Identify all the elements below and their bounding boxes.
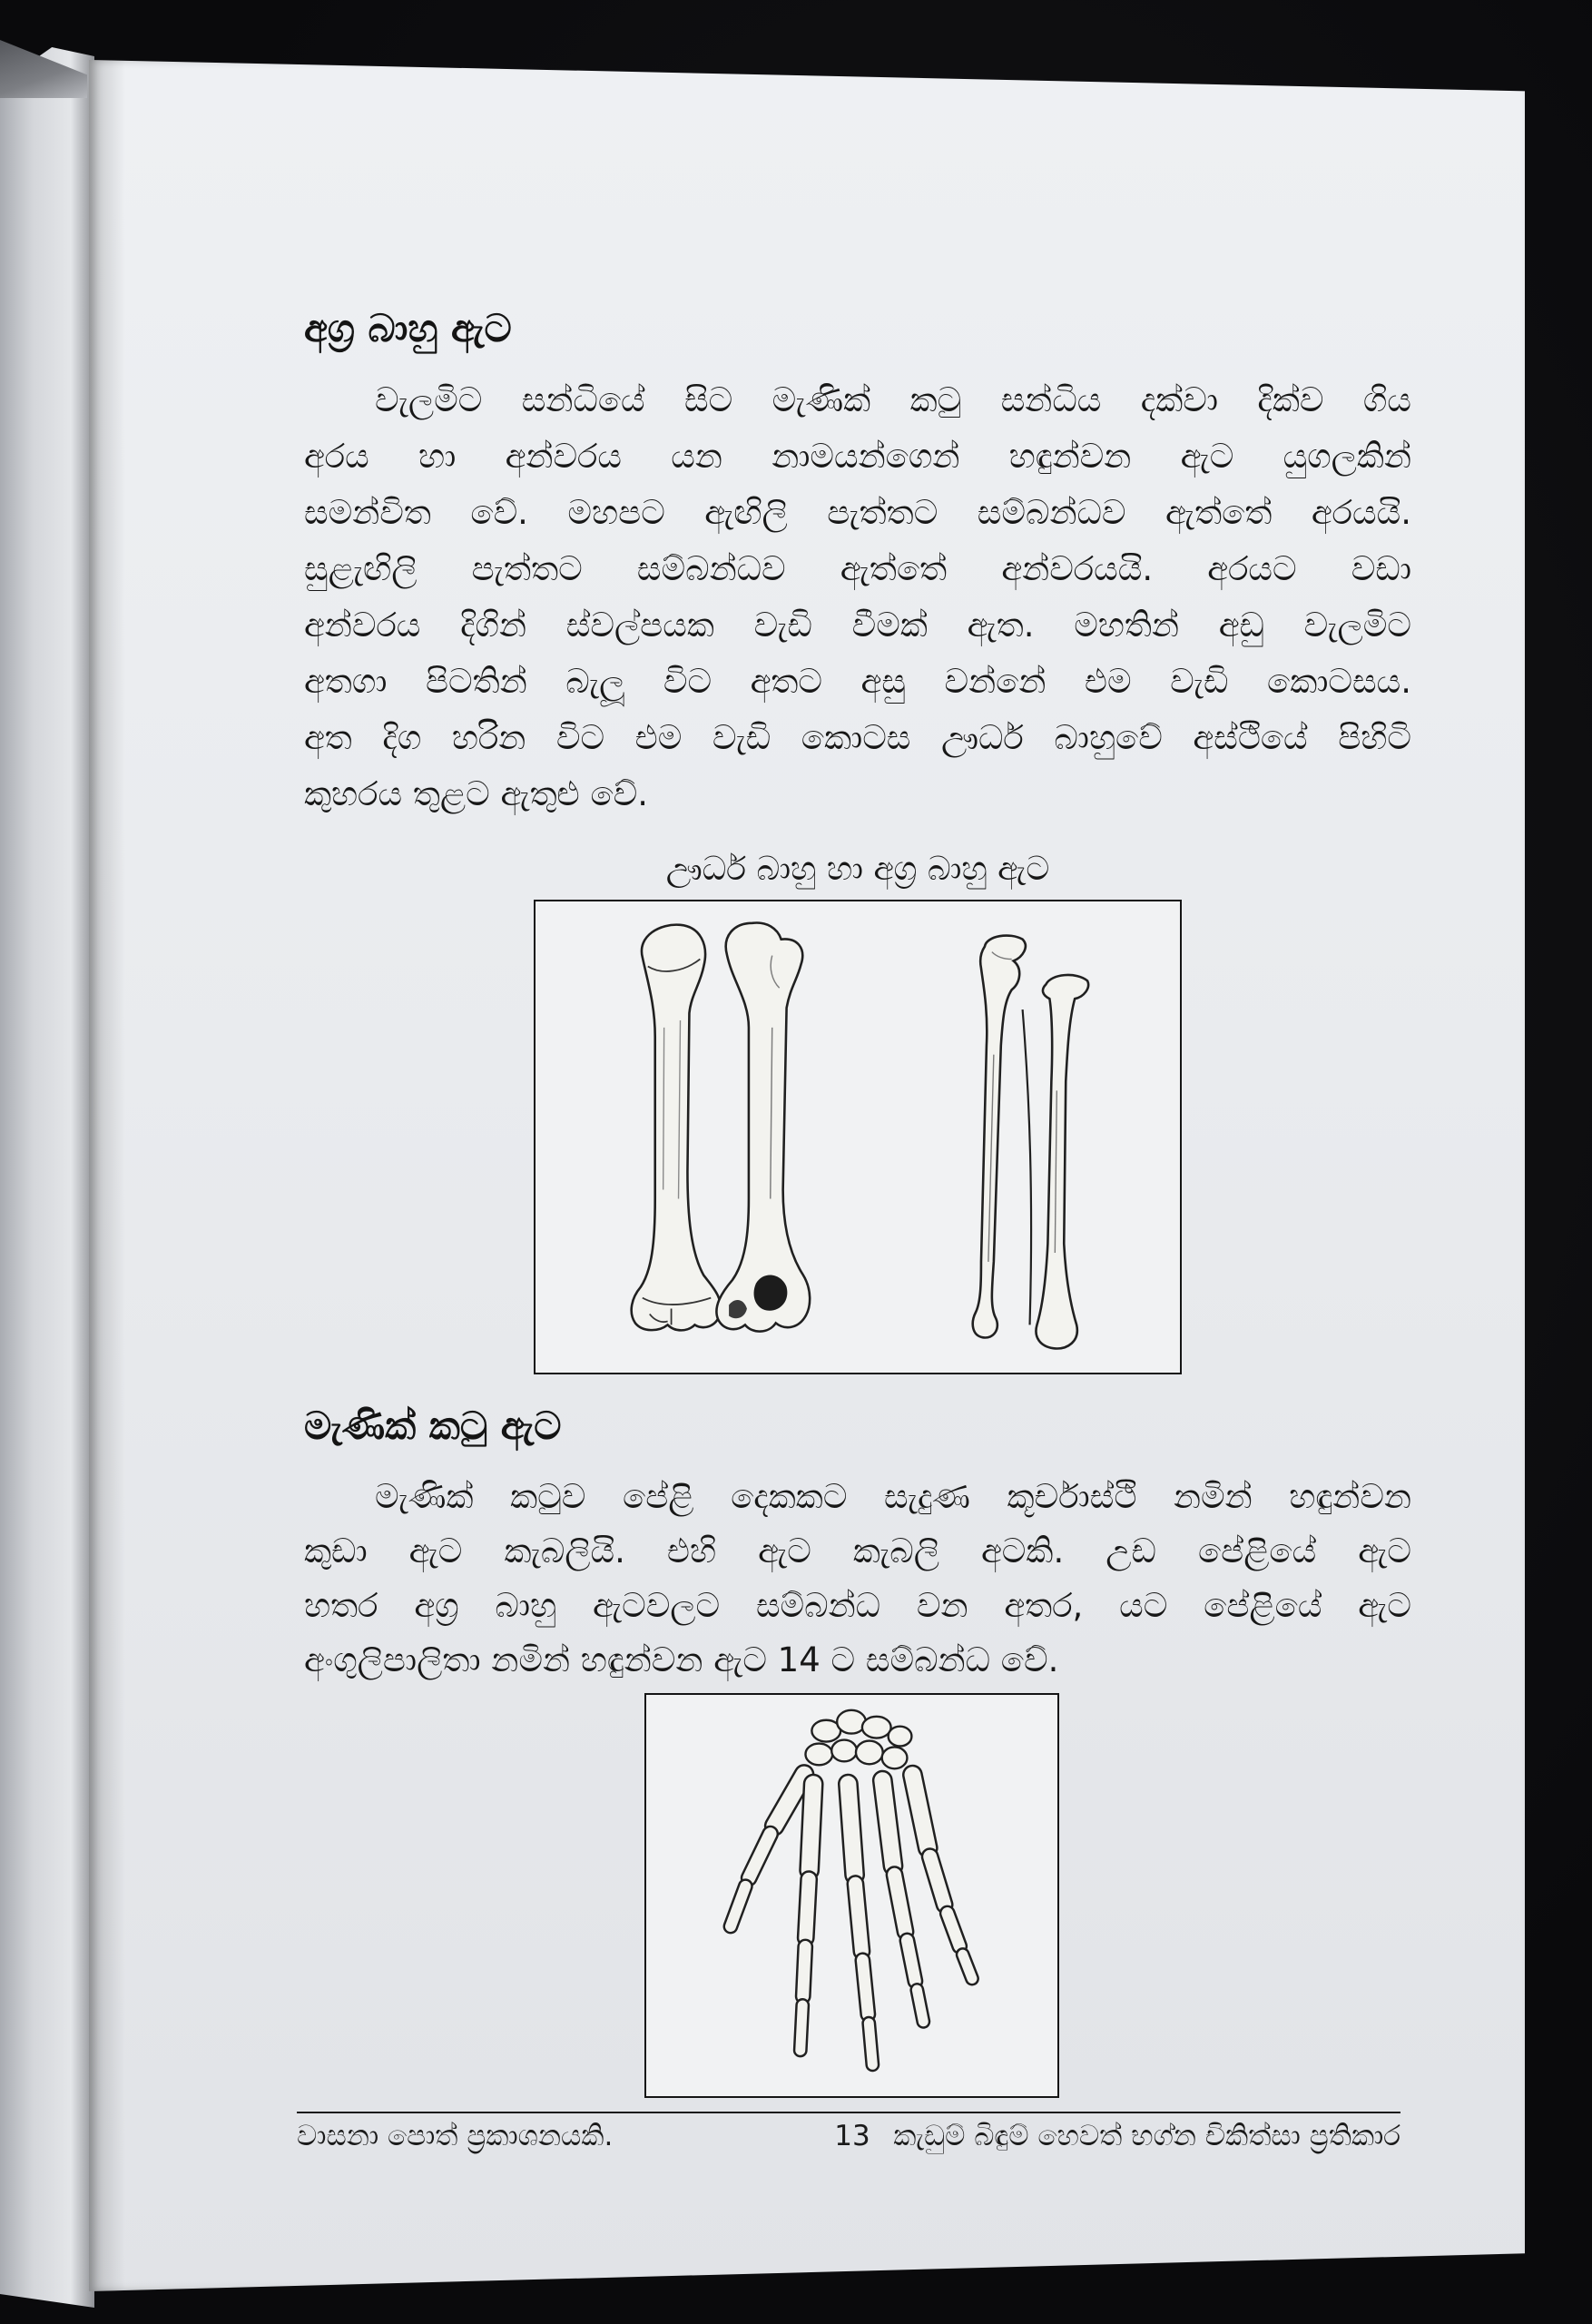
- middle-phalanx-1-fill: [848, 1784, 854, 1875]
- footer-publisher: වාසනා පොත් ප්‍රකාශනයකි.: [297, 2120, 614, 2152]
- paragraph-line: හතර අග්‍ර බාහු ඇටවලට සම්බන්ධ වන අතර, යට පේළියේ ඇට: [304, 1586, 1411, 1625]
- paragraph-line: අත දිග හරින විට එම වැඩි කොටස ඌර්ධ බාහුවේ අස්ථියේ පිහිටි: [304, 718, 1411, 757]
- facing-page-curl: [0, 47, 94, 2317]
- ring-phalanx-1-fill: [882, 1780, 893, 1866]
- hand-skeleton-illustration: [646, 1695, 1057, 2096]
- paragraph-line: සමන්විත වේ. මහපට ඇඟිලි පැත්තට සම්බන්ධව ඇත්තේ අරයයි.: [304, 493, 1411, 532]
- index-finger-bones: [801, 1784, 813, 2050]
- figure-arm-bones: [534, 900, 1182, 1374]
- carpal-bones: [805, 1710, 911, 1768]
- ring-phalanx-4-fill: [917, 1990, 923, 2022]
- middle-finger-bones: [848, 1784, 872, 2064]
- ring-phalanx-3-fill: [907, 1940, 915, 1981]
- humerus-back-outline: [716, 923, 810, 1332]
- little-phalanx-2-fill: [930, 1856, 945, 1905]
- paragraph-line: වැලමිට සන්ධියේ සිට මැණික් කටු සන්ධිය දක්වා දික්ව ගිය: [375, 380, 1411, 419]
- humerus-back-illustration: [716, 923, 810, 1332]
- paragraph-line: අරය හා අන්වරය යන නාමයන්ගෙන් හඳුන්වන ඇට යුගලකින්: [304, 437, 1411, 476]
- thumb-finger-bones: [731, 1775, 804, 1926]
- paragraph-line: සුළැඟිලි පැත්තට සම්බන්ධව ඇත්තේ අන්වරයයි. අරයට වඩා: [304, 549, 1411, 588]
- index-phalanx-4-fill: [801, 2005, 802, 2051]
- binding-shadow: [89, 60, 125, 2291]
- paragraph-line: අතගා පිටතින් බැලූ විට අතට අසු වන්නේ එම වැඩි කොටසය.: [304, 662, 1411, 701]
- little-phalanx-1-fill: [912, 1775, 928, 1847]
- paragraph-line: කුඩා ඇට කැබලියි. එහි ඇට කැබලි අටකි. උඩ පේළියේ ඇට: [304, 1531, 1411, 1571]
- arm-bones-illustration: [536, 901, 1180, 1373]
- footer-rule: [297, 2112, 1400, 2113]
- carpal-bone: [882, 1747, 908, 1768]
- paragraph-line: අංගුලිපාලිතා නමින් හඳුන්වන ඇට 14 ට සම්බන්ධ වේ.: [304, 1640, 1059, 1679]
- paragraph-forearm-bones: [304, 372, 1411, 822]
- middle-phalanx-3-fill: [862, 1960, 868, 2014]
- interosseous-edge: [1023, 1009, 1031, 1324]
- carpal-bone: [889, 1727, 912, 1747]
- little-finger-bones: [912, 1775, 972, 1978]
- paragraph-line: අන්වරය දිගින් ස්වල්පයක වැඩි වීමක් ඇත. මහතින් අඩු වැලමිට: [304, 606, 1411, 645]
- index-phalanx-2-fill: [806, 1879, 809, 1937]
- footer-book-title: කැඩුම් බිඳුම් හෙවත් භග්න චිකිත්සා ප්‍රතිකාර: [893, 2120, 1400, 2152]
- paragraph-line: කුහරය තුළට ඇතුළු වේ.: [304, 774, 649, 813]
- thumb-phalanx-3-fill: [731, 1886, 745, 1926]
- ulna-outline: [973, 936, 1026, 1338]
- carpal-bone: [862, 1717, 891, 1738]
- section-heading-wrist-bones: මැණික් කටු ඇට: [304, 1403, 562, 1448]
- page-number: 13: [834, 2120, 870, 2152]
- middle-phalanx-4-fill: [869, 2024, 872, 2065]
- radius-outline: [1036, 975, 1088, 1348]
- carpal-bone: [831, 1740, 857, 1762]
- figure-hand-bones: [644, 1693, 1059, 2098]
- paragraph-line: මැණික් කටුව පේළි දෙකකට සැදුණ කූර්චාස්ථි නමින් හඳුන්වන: [375, 1477, 1411, 1516]
- middle-phalanx-2-fill: [855, 1884, 861, 1951]
- humerus-front-illustration: [632, 925, 721, 1331]
- section-heading-forearm-bones: අග්‍ර බාහු ඇට: [304, 306, 512, 350]
- carpal-bone: [805, 1744, 832, 1766]
- figure-caption-arm-bones: ඌර්ධ බාහු හා අග්‍ර බාහු ඇට: [665, 851, 1050, 888]
- olecranon-fossa: [754, 1275, 788, 1310]
- index-phalanx-1-fill: [810, 1784, 813, 1870]
- ulna-illustration: [973, 936, 1026, 1338]
- paragraph-wrist-bones: [304, 1470, 1411, 1688]
- index-phalanx-3-fill: [803, 1946, 806, 1996]
- carpal-bone: [837, 1710, 866, 1734]
- radius-illustration: [1023, 975, 1088, 1348]
- carpal-bone: [856, 1741, 883, 1765]
- humerus-front-outline: [632, 925, 721, 1331]
